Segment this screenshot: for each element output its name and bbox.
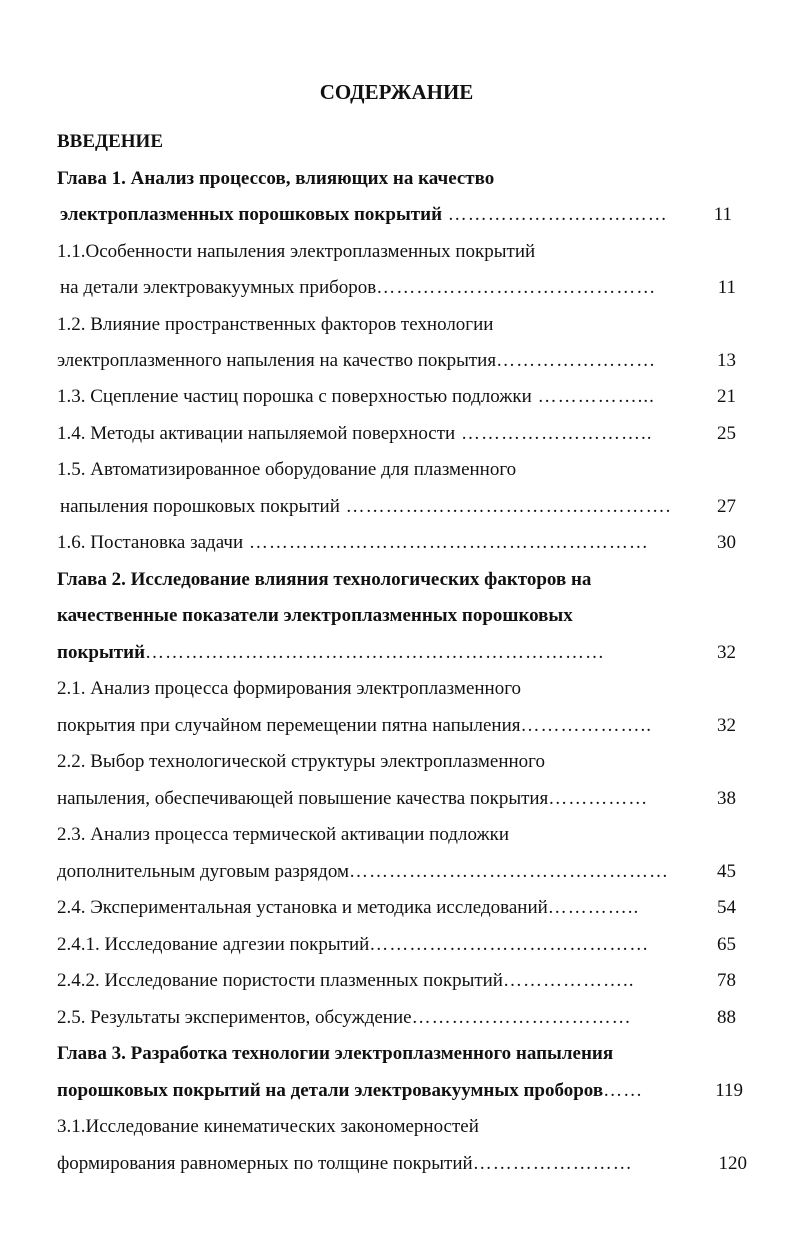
toc-entry-2-4: 2.4. Экспериментальная установка и методика исследований…………..: [57, 897, 640, 918]
toc-entry-2-2-cont: напыления, обеспечивающей повышение качества покрытия……………: [57, 788, 649, 809]
toc-entry-1-6: 1.6. Постановка задачи ……………………………………………………: [57, 532, 649, 553]
toc-entry-2-4-2: 2.4.2. Исследование пористости плазменных покрытий………………..: [57, 970, 635, 991]
toc-entry-1-3: 1.3. Сцепление частиц порошка с поверхностью подложки ……………...: [57, 386, 655, 407]
toc-entry-2-4-1: 2.4.1. Исследование адгезии покрытий……………………………………: [57, 934, 650, 955]
toc-page-number: 119: [715, 1080, 743, 1101]
toc-entry-1-5: 1.5. Автоматизированное оборудование для плазменного: [57, 459, 517, 480]
toc-page-number: 78: [717, 970, 736, 991]
toc-entry-1-1-cont: на детали электровакуумных приборов……………………………………: [60, 277, 657, 298]
toc-entry-1-5-cont: напыления порошковых покрытий ………………………………………….: [60, 496, 672, 517]
toc-page-number: 11: [713, 204, 732, 225]
toc-entry-chapter-1: Глава 1. Анализ процессов, влияющих на качество: [57, 168, 495, 189]
toc-entry-chapter-1-cont: электроплазменных порошковых покрытий ……………………………: [60, 204, 668, 225]
toc-page-number: 21: [717, 386, 736, 407]
toc-page-number: 38: [717, 788, 736, 809]
toc-entry-1-1: 1.1.Особенности напыления электроплазменных покрытий: [57, 241, 536, 262]
toc-entry-1-2-cont: электроплазменного напыления на качество покрытия……………………: [57, 350, 657, 371]
toc-entry-chapter-2: Глава 2. Исследование влияния технологических факторов на: [57, 569, 592, 590]
toc-page-number: 30: [717, 532, 736, 553]
toc-entry-2-3-cont: дополнительным дуговым разрядом…………………………………………: [57, 861, 669, 882]
toc-entry-chapter-3-cont: порошковых покрытий на детали электровакуумных проборов……: [57, 1080, 644, 1101]
toc-entry-chapter-3: Глава 3. Разработка технологии электроплазменного напыления: [57, 1043, 614, 1064]
toc-entry-1-2: 1.2. Влияние пространственных факторов технологии: [57, 314, 494, 335]
toc-entry-2-1-cont: покрытия при случайном перемещении пятна напыления………………..: [57, 715, 653, 736]
toc-entry-chapter-2-cont: качественные показатели электроплазменных порошковых: [57, 605, 573, 626]
toc-page-number: 13: [717, 350, 736, 371]
toc-entry-3-1: 3.1.Исследование кинематических закономерностей: [57, 1116, 479, 1137]
toc-entry-1-4: 1.4. Методы активации напыляемой поверхности ………………………..: [57, 423, 653, 444]
toc-title: СОДЕРЖАНИЕ: [319, 80, 474, 104]
toc-page-number: 11: [717, 277, 736, 298]
toc-entry-2-3: 2.3. Анализ процесса термической активации подложки: [57, 824, 510, 845]
toc-entry-2-2: 2.2. Выбор технологической структуры электроплазменного: [57, 751, 545, 772]
toc-page-number: 88: [717, 1007, 736, 1028]
toc-page-number: 27: [717, 496, 736, 517]
toc-page-number: 65: [717, 934, 736, 955]
toc-page-number: 45: [717, 861, 736, 882]
toc-page-number: 54: [717, 897, 736, 918]
toc-page-number: 25: [717, 423, 736, 444]
toc-page-number: 120: [718, 1153, 747, 1174]
toc-page-number: 32: [717, 642, 736, 663]
toc-entry-2-1: 2.1. Анализ процесса формирования электроплазменного: [57, 678, 522, 699]
toc-intro: ВВЕДЕНИЕ: [57, 131, 163, 152]
toc-entry-chapter-2-cont: покрытий……………………………………………………………: [57, 642, 606, 663]
toc-entry-3-1-cont: формирования равномерных по толщине покрытий……………………: [57, 1153, 633, 1174]
toc-page-number: 32: [717, 715, 736, 736]
toc-entry-2-5: 2.5. Результаты экспериментов, обсуждение……………………………: [57, 1007, 632, 1028]
